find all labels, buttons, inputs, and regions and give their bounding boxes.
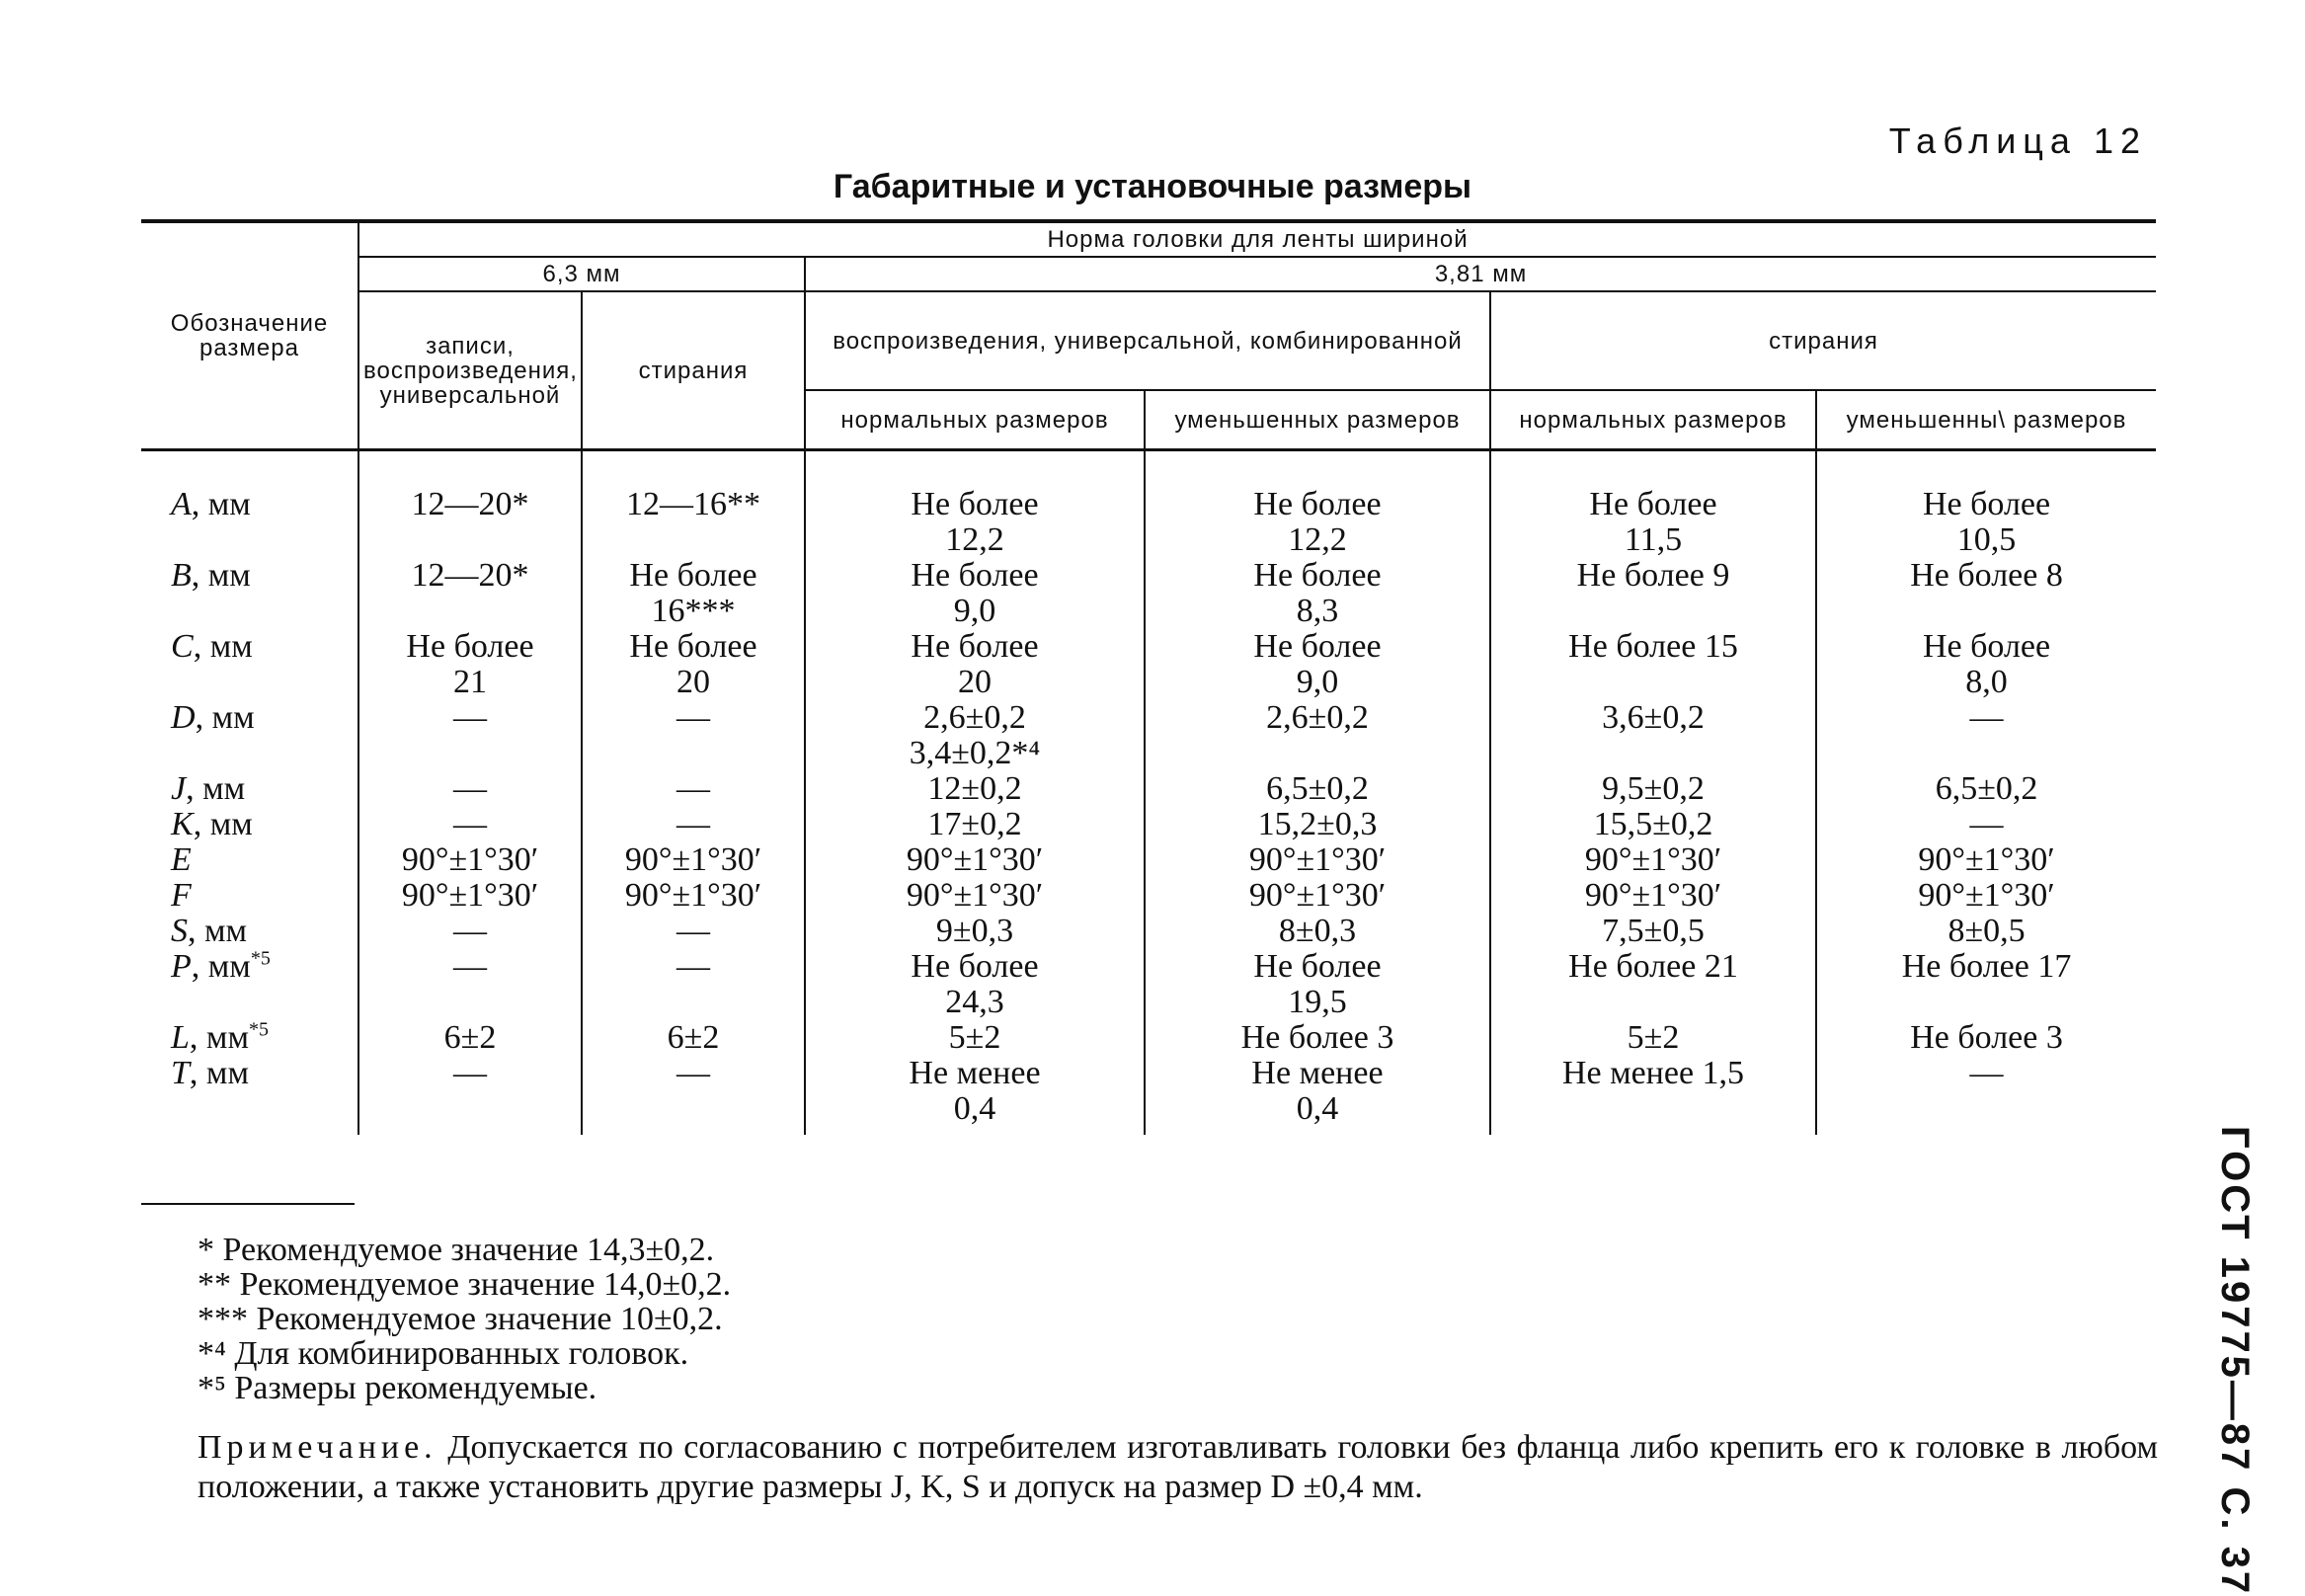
header-norm: Норма головки для ленты шириной [358, 221, 2156, 257]
header-width-3-81: 3,81 мм [805, 257, 2156, 291]
dimensions-table [141, 219, 2156, 1135]
row-designation [141, 629, 358, 700]
header-erase-6-3: стирания [582, 291, 805, 450]
value-cell-col6: Не более 17 [1816, 949, 2156, 1020]
value-cell-col4: Не более 12,2 [1145, 450, 1490, 559]
value-cell-col5: 90°±1°30′ [1490, 842, 1816, 878]
symbol: K [171, 806, 194, 843]
header-designation: Обозначение размера [141, 221, 358, 450]
value-cell-col6: — [1816, 700, 2156, 771]
footnote-marker: *5 [248, 1019, 269, 1042]
row-designation [141, 1020, 358, 1056]
table-row [141, 949, 2156, 1020]
table-row [141, 450, 2156, 559]
footnote-marker: *5 [250, 948, 271, 971]
row-designation [141, 914, 358, 949]
value-cell-col2: — [582, 1056, 805, 1135]
value-cell-col4: Не более 9,0 [1145, 629, 1490, 700]
unit: , мм [193, 806, 253, 843]
value-cell-col2: — [582, 807, 805, 842]
value-cell-col2: — [582, 771, 805, 807]
value-cell-col1: 12—20* [358, 450, 582, 559]
row-designation [141, 842, 358, 878]
value-cell-col1: 90°±1°30′ [358, 878, 582, 914]
unit: , мм [189, 1019, 249, 1057]
header-playback-universal: воспроизведения, универсальной, комбинированной [805, 291, 1490, 390]
value-cell-col1: 90°±1°30′ [358, 842, 582, 878]
unit: , мм [188, 913, 248, 950]
value-cell-col3: 90°±1°30′ [805, 842, 1145, 878]
table-row [141, 842, 2156, 878]
value-cell-col6: Не более 3 [1816, 1020, 2156, 1056]
symbol: F [171, 877, 192, 915]
value-cell-col2: 90°±1°30′ [582, 878, 805, 914]
header-normal-size-2: нормальных размеров [1490, 390, 1816, 450]
value-cell-col5: 90°±1°30′ [1490, 878, 1816, 914]
value-cell-col2: Не более 20 [582, 629, 805, 700]
value-cell-col6: 6,5±0,2 [1816, 771, 2156, 807]
footnotes [198, 1233, 731, 1405]
value-cell-col3: 9±0,3 [805, 914, 1145, 949]
footnote-divider [141, 1203, 355, 1205]
value-cell-col1: 12—20* [358, 558, 582, 629]
header-record-playback: записи, воспроизведения, универсальной [358, 291, 582, 450]
unit: , мм [193, 628, 253, 666]
table-row [141, 807, 2156, 842]
table-row [141, 700, 2156, 771]
table-title: Габаритные и установочные размеры [833, 168, 1472, 205]
value-cell-col5: 7,5±0,5 [1490, 914, 1816, 949]
value-cell-col3: Не менее 0,4 [805, 1056, 1145, 1135]
value-cell-col3: Не более 20 [805, 629, 1145, 700]
value-cell-col3: Не более 9,0 [805, 558, 1145, 629]
unit: , мм [186, 770, 246, 808]
value-cell-col2: Не более 16*** [582, 558, 805, 629]
value-cell-col3: 5±2 [805, 1020, 1145, 1056]
header-reduced-size-1: уменьшенных размеров [1145, 390, 1490, 450]
value-cell-col6: Не более 8 [1816, 558, 2156, 629]
symbol: P [171, 948, 192, 986]
symbol: A [171, 486, 192, 523]
value-cell-col4: Не более 3 [1145, 1020, 1490, 1056]
value-cell-col4: 6,5±0,2 [1145, 771, 1490, 807]
header-reduced-size-2: уменьшенны\ размеров [1816, 390, 2156, 450]
row-designation [141, 949, 358, 1020]
table-row [141, 878, 2156, 914]
value-cell-col4: 15,2±0,3 [1145, 807, 1490, 842]
value-cell-col2: — [582, 949, 805, 1020]
note-text: Допускается по согласованию с потребителем изготавливать головки без фланца либо крепить его к головке в любом положении, а также установить другие размеры J, K, S и допуск на размер D ±0,4 мм. [198, 1429, 2158, 1505]
note-label: Примечание. [198, 1429, 437, 1466]
header-erase-3-81: стирания [1490, 291, 2156, 390]
value-cell-col3: Не более 12,2 [805, 450, 1145, 559]
row-designation [141, 1056, 358, 1135]
value-cell-col5: Не более 11,5 [1490, 450, 1816, 559]
table-body [141, 450, 2156, 1136]
footnote-2: ** Рекомендуемое значение 14,0±0,2. [198, 1266, 732, 1303]
value-cell-col2: — [582, 700, 805, 771]
symbol: L [171, 1019, 190, 1057]
symbol: T [171, 1055, 190, 1092]
table-row [141, 1020, 2156, 1056]
unit: , мм [191, 486, 251, 523]
value-cell-col3: 90°±1°30′ [805, 878, 1145, 914]
value-cell-col4: 90°±1°30′ [1145, 878, 1490, 914]
row-designation [141, 450, 358, 559]
footnote-3: *** Рекомендуемое значение 10±0,2. [198, 1301, 723, 1337]
table-row [141, 558, 2156, 629]
value-cell-col4: Не более 8,3 [1145, 558, 1490, 629]
row-designation [141, 771, 358, 807]
symbol: D [171, 699, 196, 737]
unit: , мм [191, 557, 251, 595]
table-row [141, 629, 2156, 700]
value-cell-col5: 15,5±0,2 [1490, 807, 1816, 842]
value-cell-col3: 17±0,2 [805, 807, 1145, 842]
value-cell-col4: 8±0,3 [1145, 914, 1490, 949]
value-cell-col3: Не более 24,3 [805, 949, 1145, 1020]
value-cell-col5: Не более 21 [1490, 949, 1816, 1020]
value-cell-col6: 90°±1°30′ [1816, 842, 2156, 878]
header-normal-size-1: нормальных размеров [805, 390, 1145, 450]
row-designation [141, 878, 358, 914]
symbol: C [171, 628, 194, 666]
value-cell-col1: — [358, 949, 582, 1020]
row-designation [141, 807, 358, 842]
value-cell-col6: Не более 8,0 [1816, 629, 2156, 700]
symbol: B [171, 557, 192, 595]
value-cell-col4: Не менее 0,4 [1145, 1056, 1490, 1135]
value-cell-col4: 90°±1°30′ [1145, 842, 1490, 878]
unit: , мм [195, 699, 255, 737]
unit: , мм [189, 1055, 249, 1092]
value-cell-col5: Не более 9 [1490, 558, 1816, 629]
value-cell-col2: 6±2 [582, 1020, 805, 1056]
value-cell-col6: 90°±1°30′ [1816, 878, 2156, 914]
symbol: J [171, 770, 187, 808]
value-cell-col5: 3,6±0,2 [1490, 700, 1816, 771]
value-cell-col1: — [358, 914, 582, 949]
value-cell-col2: 90°±1°30′ [582, 842, 805, 878]
value-cell-col5: 5±2 [1490, 1020, 1816, 1056]
value-cell-col4: Не более 19,5 [1145, 949, 1490, 1020]
note [198, 1428, 2158, 1507]
row-designation [141, 700, 358, 771]
value-cell-col2: — [582, 914, 805, 949]
value-cell-col1: Не более 21 [358, 629, 582, 700]
unit: , мм [191, 948, 251, 986]
table-number: Таблица 12 [1888, 120, 2147, 161]
value-cell-col3: 12±0,2 [805, 771, 1145, 807]
value-cell-col1: — [358, 807, 582, 842]
value-cell-col6: — [1816, 807, 2156, 842]
header-width-6-3: 6,3 мм [358, 257, 805, 291]
value-cell-col6: Не более 10,5 [1816, 450, 2156, 559]
footnote-1: * Рекомендуемое значение 14,3±0,2. [198, 1232, 715, 1268]
value-cell-col6: — [1816, 1056, 2156, 1135]
standard-page-code: ГОСТ 19775—87 С. 37 [2213, 1126, 2257, 1596]
value-cell-col1: — [358, 700, 582, 771]
value-cell-col6: 8±0,5 [1816, 914, 2156, 949]
value-cell-col1: 6±2 [358, 1020, 582, 1056]
footnote-5: *⁵ Размеры рекомендуемые. [198, 1370, 597, 1406]
row-designation [141, 558, 358, 629]
value-cell-col1: — [358, 1056, 582, 1135]
value-cell-col5: Не более 15 [1490, 629, 1816, 700]
value-cell-col5: Не менее 1,5 [1490, 1056, 1816, 1135]
value-cell-col3: 2,6±0,2 3,4±0,2*⁴ [805, 700, 1145, 771]
value-cell-col5: 9,5±0,2 [1490, 771, 1816, 807]
footnote-4: *⁴ Для комбинированных головок. [198, 1335, 689, 1372]
value-cell-col2: 12—16** [582, 450, 805, 559]
symbol: E [171, 841, 192, 879]
value-cell-col4: 2,6±0,2 [1145, 700, 1490, 771]
table-row [141, 914, 2156, 949]
symbol: S [171, 913, 188, 950]
value-cell-col1: — [358, 771, 582, 807]
table-row [141, 771, 2156, 807]
table-row [141, 1056, 2156, 1135]
